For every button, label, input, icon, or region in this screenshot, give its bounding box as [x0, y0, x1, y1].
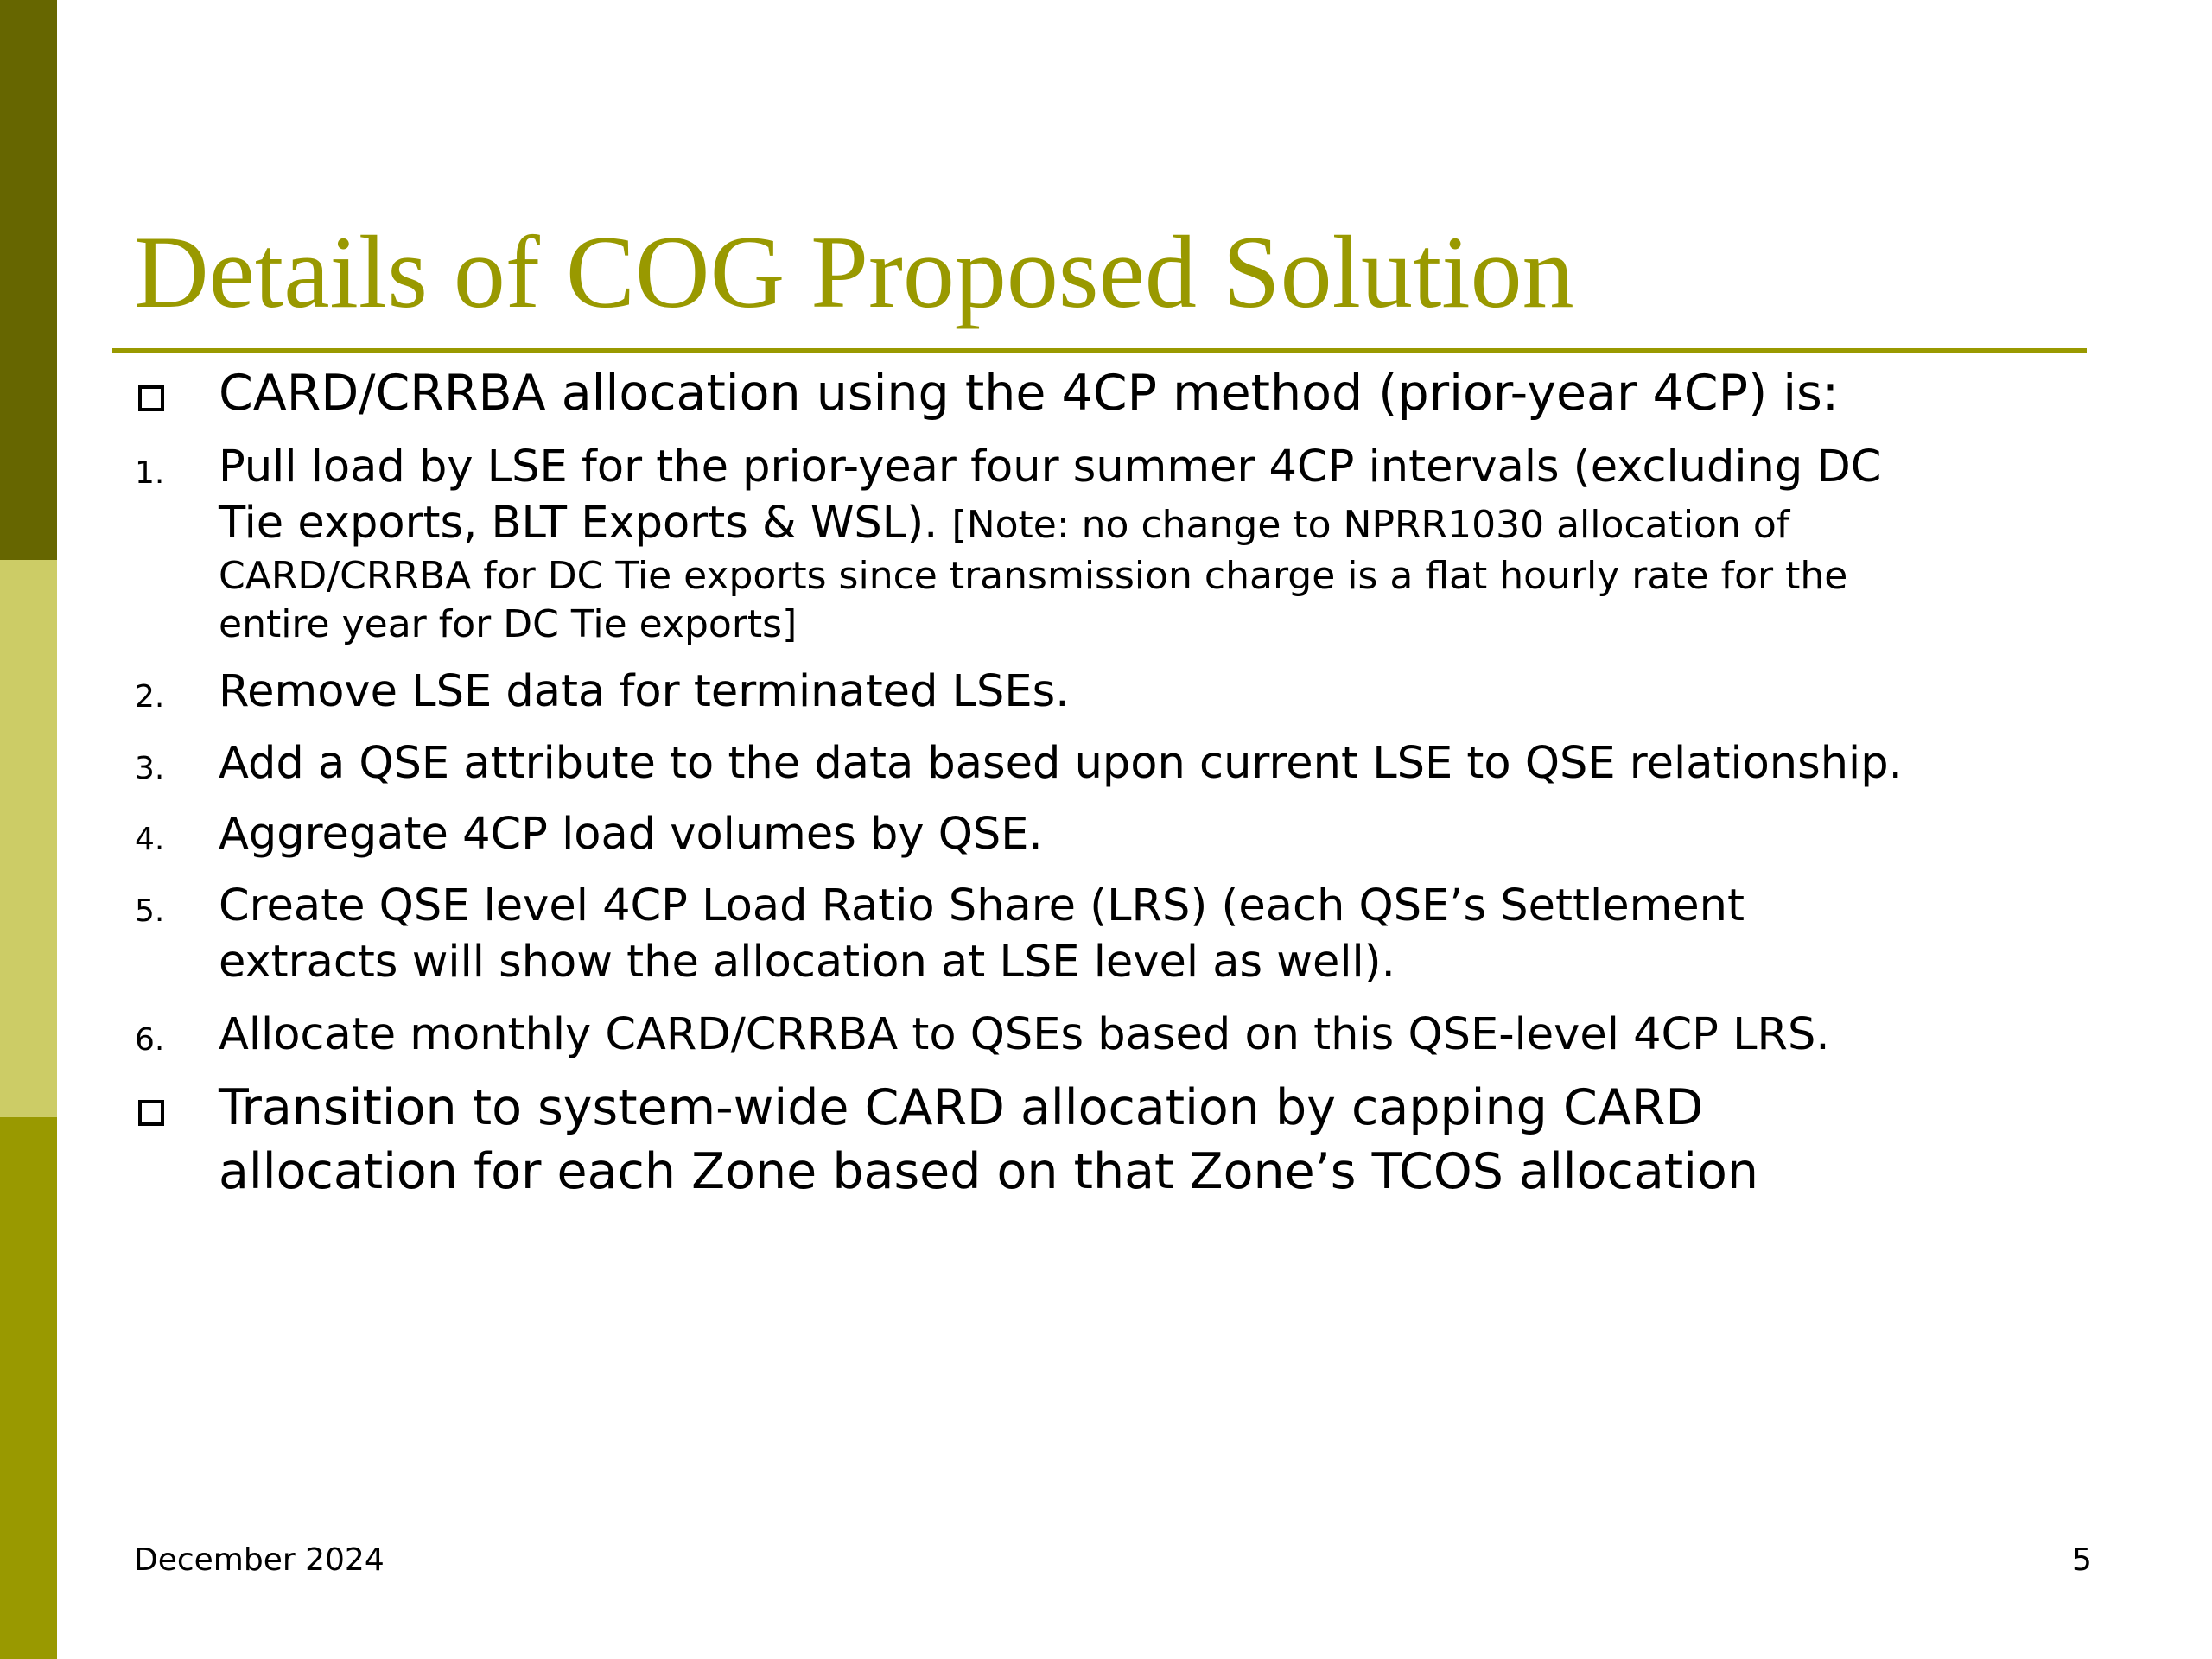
step-1-line-2-text: Tie exports, BLT Exports & WSL).	[219, 498, 938, 549]
step-number: 1.	[135, 455, 165, 491]
step-number: 3.	[135, 751, 165, 786]
step-5-line-2: extracts will show the allocation at LSE level as well).	[219, 937, 1395, 988]
bullet-text-transition-line-1: Transition to system-wide CARD allocation by capping CARD	[219, 1079, 1704, 1136]
step-number: 2.	[135, 679, 165, 715]
step-4-text: Aggregate 4CP load volumes by QSE.	[219, 809, 1043, 860]
step-1-note-line-3: entire year for DC Tie exports]	[219, 602, 798, 646]
bullet-text-transition-line-2: allocation for each Zone based on that Zone’s TCOS allocation	[219, 1143, 1758, 1200]
step-1-note-line-2: CARD/CRRBA for DC Tie exports since transmission charge is a flat hourly rate for the	[219, 554, 1848, 598]
step-number: 5.	[135, 893, 165, 929]
step-6-text: Allocate monthly CARD/CRRBA to QSEs based on this QSE-level 4CP LRS.	[219, 1009, 1830, 1060]
side-bar-olive	[0, 1117, 57, 1659]
step-1-line-1: Pull load by LSE for the prior-year four summer 4CP intervals (excluding DC	[219, 442, 1882, 493]
step-1-line-2	[219, 495, 1789, 553]
step-1-note-start: [Note: no change to NPRR1030 allocation of	[951, 503, 1790, 547]
slide-title: Details of COG Proposed Solution	[134, 214, 1574, 329]
step-5-line-1: Create QSE level 4CP Load Ratio Share (LRS) (each QSE’s Settlement	[219, 880, 1745, 931]
step-2-text: Remove LSE data for terminated LSEs.	[219, 666, 1070, 717]
step-3-text: Add a QSE attribute to the data based upon current LSE to QSE relationship.	[219, 738, 1903, 789]
square-bullet-icon	[138, 1100, 164, 1126]
step-number: 4.	[135, 822, 165, 857]
side-bar-light	[0, 560, 57, 1117]
footer-date: December 2024	[134, 1542, 385, 1578]
square-bullet-icon	[138, 385, 164, 411]
title-divider	[112, 348, 2087, 353]
step-number: 6.	[135, 1022, 165, 1058]
bullet-text-card-allocation: CARD/CRRBA allocation using the 4CP method (prior-year 4CP) is:	[219, 365, 1840, 422]
side-bar-dark	[0, 0, 57, 560]
slide-page-number: 5	[2072, 1542, 2092, 1578]
